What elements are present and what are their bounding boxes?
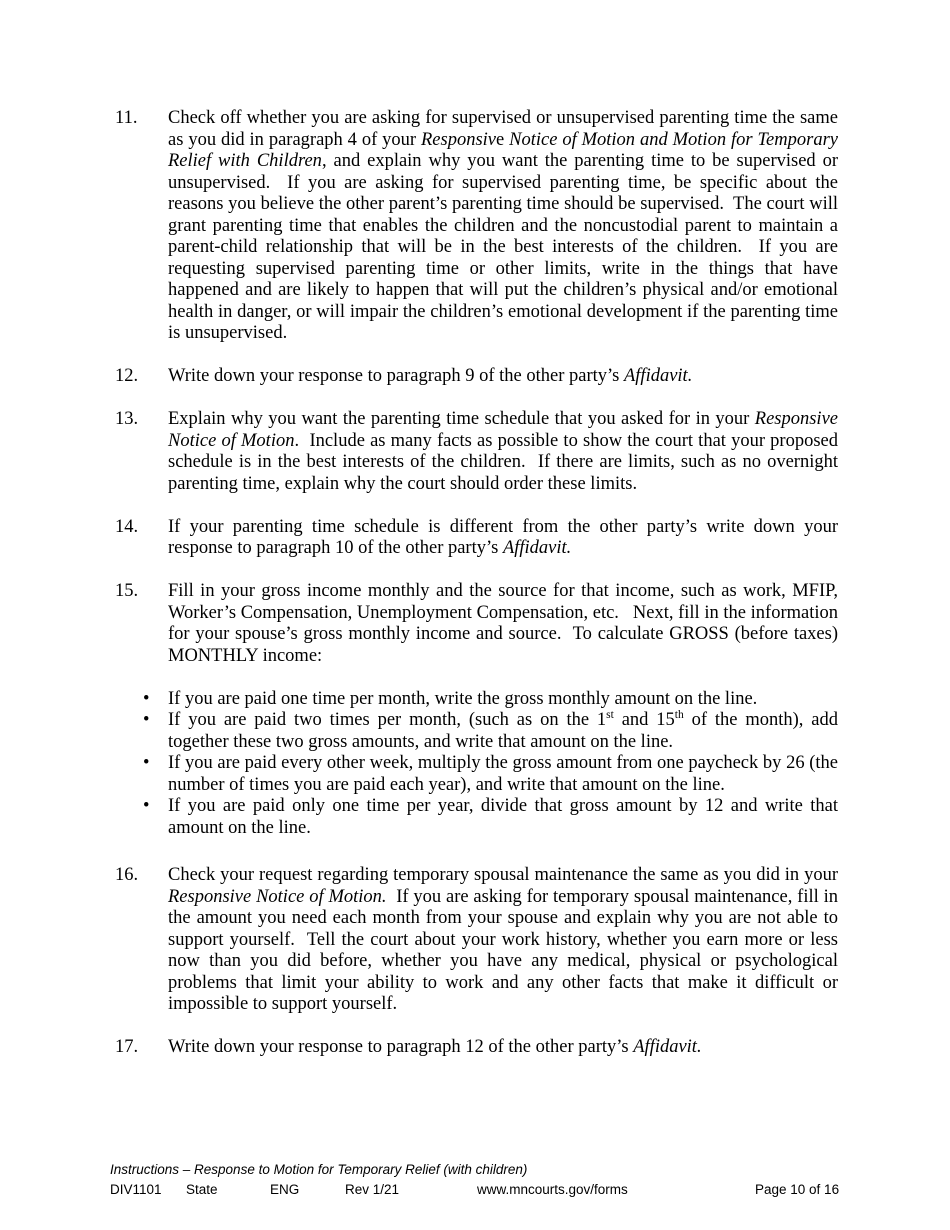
instruction-item-16 [115,865,843,1016]
item-text: Explain why you want the parenting time schedule that you asked for in your Responsive Notice of Motion. Include as many facts as possible to show the court that your proposed schedule is in the best interests of the children. If there are limits, such as no overnight parenting time, explain why the court should order these limits. [168,409,843,494]
instruction-item-12 [115,366,838,388]
instruction-item-13 [115,409,843,495]
item-number: 14. [115,516,139,537]
footer-document-title: Instructions – Response to Motion for Temporary Relief (with children) [110,1162,528,1177]
footer-page-number: Page 10 of 16 [755,1182,840,1197]
item-number: 11. [115,108,138,128]
item-number: 12. [115,366,139,386]
page-footer [110,1160,838,1200]
footer-revision: Rev 1/21 [345,1182,400,1197]
bullet-icon: • [143,753,150,773]
bullet-item [115,796,843,839]
footer-website: www.mncourts.gov/forms [477,1182,628,1197]
footer-jurisdiction: State [186,1182,218,1197]
item-number: 15. [115,581,139,601]
bullet-text: If you are paid every other week, multiply the gross amount from one paycheck by 26 (the number of times you are paid each year), and write that amount on the line. [168,753,843,795]
bullet-icon: • [143,796,150,816]
bullet-item [115,708,843,753]
bullet-icon: • [143,710,150,730]
instruction-list [115,108,843,1080]
bullet-text: If you are paid only one time per year, divide that gross amount by 12 and write that amount on the line. [168,796,843,838]
bullet-item [115,753,843,796]
item-text: Check your request regarding temporary spousal maintenance the same as you did in your Responsive Notice of Motion. If you are asking for temporary spousal maintenance, fill in the amount you need each month from your spouse and explain why you are not able to support yourself. Tell the court about your work history, whether you earn more or less now than you did before, whether you have any medical, physical or psychological problems that limit your ability to work and any other facts that make it difficult or impossible to support yourself. [168,865,843,1014]
footer-language: ENG [270,1182,300,1197]
bullet-icon: • [143,688,150,709]
item-number: 16. [115,865,139,885]
footer-form-id: DIV1101 [110,1182,162,1197]
instruction-item-17 [115,1037,838,1059]
item-text: Write down your response to paragraph 9 of the other party’s Affidavit. [168,366,693,386]
item-text: Check off whether you are asking for supervised or unsupervised parenting time the same as you did in paragraph 4 of your Responsive Notice of Motion and Motion for Temporary Relief with Children, and explain why you want the parenting time to be supervised or unsupervised. If you are asking for supervised parenting time, be specific about the reasons you believe the other parent’s parenting time should be supervised. The court will grant parenting time that enables the children and the noncustodial parent to maintain a parent-child relationship that will be in the best interests of the children. If you are requesting supervised parenting time or other limits, write in the things that have happened and are likely to happen that will put the children’s physical and/or emotional health in danger, or will impair the children’s emotional development if the parenting time is unsupervised. [168,108,843,343]
item-number: 17. [115,1037,139,1057]
bullet-item [115,689,838,711]
item-text: Write down your response to paragraph 12 of the other party’s Affidavit. [168,1037,702,1057]
bullet-text: If you are paid one time per month, write the gross monthly amount on the line. [168,688,758,709]
bullet-text: If you are paid two times per month, (such as on the 1st and 15th of the month), add together these two gross amounts, and write that amount on the line. [168,708,843,752]
footer-meta-row [110,1180,838,1200]
item-number: 13. [115,409,139,429]
instruction-item-11 [115,108,843,345]
instruction-item-14 [115,516,843,560]
item-text: If your parenting time schedule is different from the other party’s write down your response to paragraph 10 of the other party’s Affidavit. [168,516,843,558]
bullet-list [115,688,843,840]
instruction-item-15 [115,581,843,667]
item-text: Fill in your gross income monthly and the source for that income, such as work, MFIP, Worker’s Compensation, Unemployment Compensation, etc. Next, fill in the information for your spouse’s gross monthly income and source. To calculate GROSS (before taxes) MONTHLY income: [168,581,843,666]
